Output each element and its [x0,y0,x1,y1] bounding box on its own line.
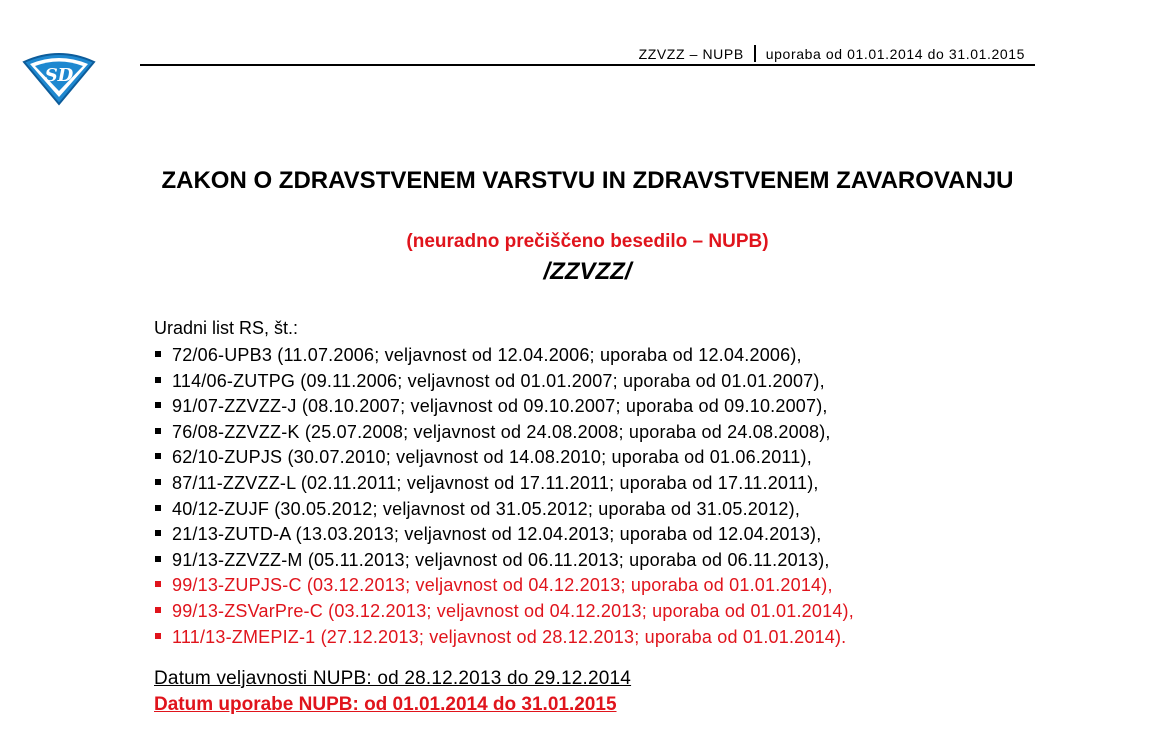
amendment-item [155,343,854,369]
square-bullet-icon [155,581,161,587]
header-application-period: uporaba od 01.01.2014 do 31.01.2015 [765,46,1025,62]
application-date: Datum uporabe NUPB: od 01.01.2014 do 31.01.2015 [154,694,617,715]
amendment-text: 91/07-ZZVZZ-J (08.10.2007; veljavnost od 09.10.2007; uporaba od 09.10.2007), [172,396,828,417]
amendment-text: 99/13-ZSVarPre-C (03.12.2013; veljavnost od 04.12.2013; uporaba od 01.01.2014), [172,600,854,621]
square-bullet-icon [155,428,161,434]
amendment-text: 87/11-ZZVZZ-L (02.11.2011; veljavnost od 17.11.2011; uporaba od 17.11.2011), [172,472,819,493]
square-bullet-icon [155,556,161,562]
square-bullet-icon [155,377,161,383]
amendment-item [155,420,854,446]
amendment-text: 21/13-ZUTD-A (13.03.2013; veljavnost od 12.04.2013; uporaba od 12.04.2013), [172,524,822,545]
document-title: ZAKON O ZDRAVSTVENEM VARSTVU IN ZDRAVSTVENEM ZAVAROVANJU [161,167,1014,194]
square-bullet-icon [155,479,161,485]
amendment-text: 76/08-ZZVZZ-K (25.07.2008; veljavnost od 24.08.2008; uporaba od 24.08.2008), [172,421,831,442]
amendment-text: 72/06-UPB3 (11.07.2006; veljavnost od 12.04.2006; uporaba od 12.04.2006), [172,345,802,365]
square-bullet-icon [155,453,161,459]
sd-shield-logo-icon [22,48,96,106]
running-header [140,45,1025,62]
amendment-text: 99/13-ZUPJS-C (03.12.2013; veljavnost od 04.12.2013; uporaba od 01.01.2014), [172,575,833,596]
square-bullet-icon [155,607,161,613]
logo-text: SD [44,65,74,86]
amendment-item [155,599,854,625]
square-bullet-icon [155,505,161,511]
amendment-text: 91/13-ZZVZZ-M (05.11.2013; veljavnost od 06.11.2013; uporaba od 06.11.2013), [172,549,830,570]
amendment-item [155,548,854,574]
amendment-item [155,497,854,523]
amendment-item [155,573,854,599]
amendment-item [155,369,854,395]
header-law-abbr: ZZVZZ – NUPB [638,46,744,62]
amendment-item [155,394,854,420]
amendment-text: 40/12-ZUJF (30.05.2012; veljavnost od 31.05.2012; uporaba od 31.05.2012), [172,498,801,519]
document-subtitle: (neuradno prečiščeno besedilo – NUPB) [406,231,769,252]
header-divider [754,45,756,62]
amendment-item [155,471,854,497]
amendment-item [155,445,854,471]
amendment-text: 62/10-ZUPJS (30.07.2010; veljavnost od 14.08.2010; uporaba od 01.06.2011), [172,447,812,468]
header-rule [140,64,1035,66]
amendment-text: 114/06-ZUTPG (09.11.2006; veljavnost od 01.01.2007; uporaba od 01.01.2007), [172,370,825,391]
square-bullet-icon [155,351,161,357]
amendment-item [155,625,854,651]
amendments-list [155,343,854,650]
gazette-label: Uradni list RS, št.: [154,318,299,338]
square-bullet-icon [155,402,161,408]
amendment-item [155,522,854,548]
amendment-text: 111/13-ZMEPIZ-1 (27.12.2013; veljavnost od 28.12.2013; uporaba od 01.01.2014). [172,626,847,647]
square-bullet-icon [155,633,161,639]
validity-date: Datum veljavnosti NUPB: od 28.12.2013 do 29.12.2014 [154,668,632,689]
square-bullet-icon [155,530,161,536]
document-abbreviation: /ZZVZZ/ [543,258,632,285]
